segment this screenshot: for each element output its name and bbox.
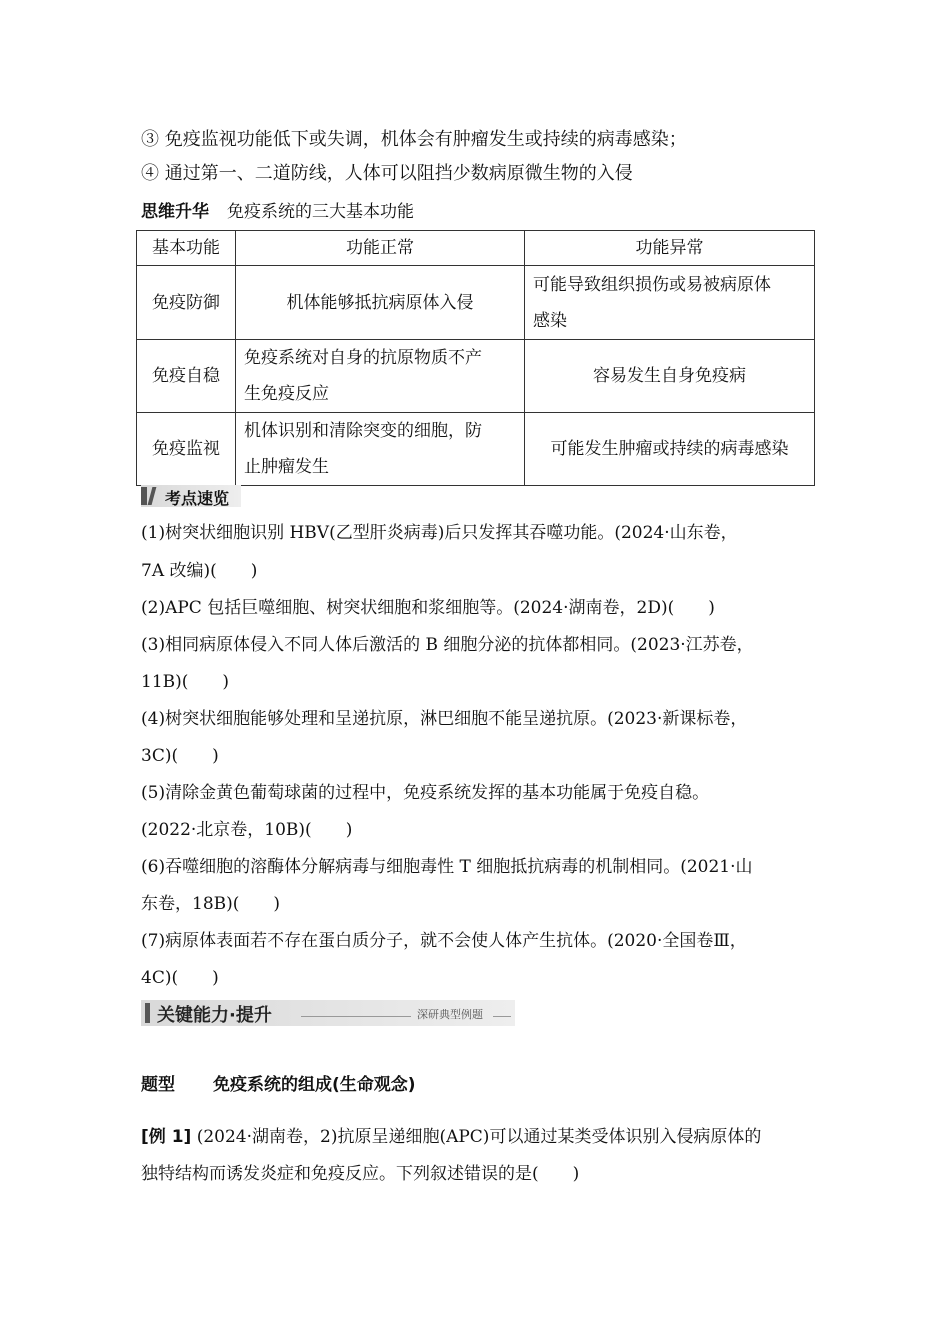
cell-text: 可能导致组织损伤或易被病原体 <box>533 274 771 295</box>
review-line: 11B)( ) <box>141 672 230 692</box>
review-line: 东卷，18B)( ) <box>141 894 281 914</box>
table-cell-abnormal <box>525 340 815 413</box>
table-cell-normal <box>236 340 525 413</box>
review-line: (4)树突状细胞能够处理和呈递抗原，淋巴细胞不能呈递抗原。(2023·新课标卷， <box>141 709 748 729</box>
table-row <box>137 413 815 486</box>
cell-text: 可能发生肿瘤或持续的病毒感染 <box>550 439 789 459</box>
think-label: 思维升华 <box>141 202 209 222</box>
cell-text: 机体能够抵抗病原体入侵 <box>286 292 474 313</box>
banner-divider <box>301 1016 411 1017</box>
table-cell-name: 免疫监视 <box>137 413 236 486</box>
think-heading <box>141 200 414 224</box>
table-cell-name: 免疫防御 <box>137 266 236 340</box>
key-ability-banner <box>141 1000 515 1026</box>
review-line: (6)吞噬细胞的溶酶体分解病毒与细胞毒性 T 细胞抵抗病毒的机制相同。(2021·山 <box>141 857 753 877</box>
review-heading: 考点速览 <box>165 489 230 508</box>
banner-marker-icon <box>148 487 157 505</box>
cell-text: 止肿瘤发生 <box>244 457 329 477</box>
table-cell-abnormal <box>525 266 815 340</box>
review-line: (3)相同病原体侵入不同人体后激活的 B 细胞分泌的抗体都相同。(2023·江苏卷， <box>141 635 754 655</box>
review-line: (2022·北京卷，10B)( ) <box>141 820 353 840</box>
review-line: (1)树突状细胞识别 HBV(乙型肝炎病毒)后只发挥其吞噬功能。(2024·山东卷， <box>141 523 738 543</box>
intro-item-4: ④ 通过第一、二道防线，人体可以阻挡少数病原微生物的入侵 <box>141 163 633 184</box>
table-row <box>137 340 815 413</box>
key-heading: 关键能力·提升 <box>157 1005 272 1026</box>
review-line: (7)病原体表面若不存在蛋白质分子，就不会使人体产生抗体。(2020·全国卷Ⅲ， <box>141 931 747 951</box>
banner-marker-icon <box>145 1003 150 1023</box>
topic-title: 免疫系统的组成(生命观念) <box>213 1075 416 1095</box>
table-header-cell: 功能异常 <box>525 231 815 266</box>
banner-marker-icon <box>141 487 147 505</box>
review-line: (2)APC 包括巨噬细胞、树突状细胞和浆细胞等。(2024·湖南卷，2D)( ) <box>141 598 715 618</box>
review-line: 7A 改编)( ) <box>141 561 258 581</box>
cell-text: 生免疫反应 <box>244 384 329 404</box>
banner-divider <box>493 1016 511 1017</box>
table-header-cell: 基本功能 <box>137 231 236 266</box>
topic-label: 题型 <box>141 1075 175 1095</box>
topic-heading <box>141 1073 416 1097</box>
table-cell-normal <box>236 413 525 486</box>
cell-text: 免疫系统对自身的抗原物质不产 <box>244 348 482 368</box>
key-subheading: 深研典型例题 <box>417 1008 483 1021</box>
example-line-2: 独特结构而诱发炎症和免疫反应。下列叙述错误的是( ) <box>141 1164 580 1184</box>
table-header-cell: 功能正常 <box>236 231 525 266</box>
table-cell-normal <box>236 266 525 340</box>
review-line: 4C)( ) <box>141 968 219 988</box>
intro-item-3: ③ 免疫监视功能低下或失调，机体会有肿瘤发生或持续的病毒感染； <box>141 129 687 150</box>
cell-text: 机体识别和清除突变的细胞，防 <box>244 421 482 441</box>
review-banner <box>141 485 241 507</box>
table-cell-abnormal <box>525 413 815 486</box>
table-header-row <box>137 231 815 266</box>
function-table <box>136 230 815 486</box>
think-title: 免疫系统的三大基本功能 <box>227 202 414 222</box>
example-line-1 <box>141 1125 761 1149</box>
review-line: (5)清除金黄色葡萄球菌的过程中，免疫系统发挥的基本功能属于免疫自稳。 <box>141 783 710 803</box>
example-text: (2024·湖南卷，2)抗原呈递细胞(APC)可以通过某类受体识别入侵病原体的 <box>196 1127 762 1147</box>
table-row <box>137 266 815 340</box>
example-tag: [例 1] <box>141 1127 192 1147</box>
table-cell-name: 免疫自稳 <box>137 340 236 413</box>
cell-text: 容易发生自身免疫病 <box>593 366 746 386</box>
cell-text: 感染 <box>533 310 567 331</box>
review-line: 3C)( ) <box>141 746 219 766</box>
